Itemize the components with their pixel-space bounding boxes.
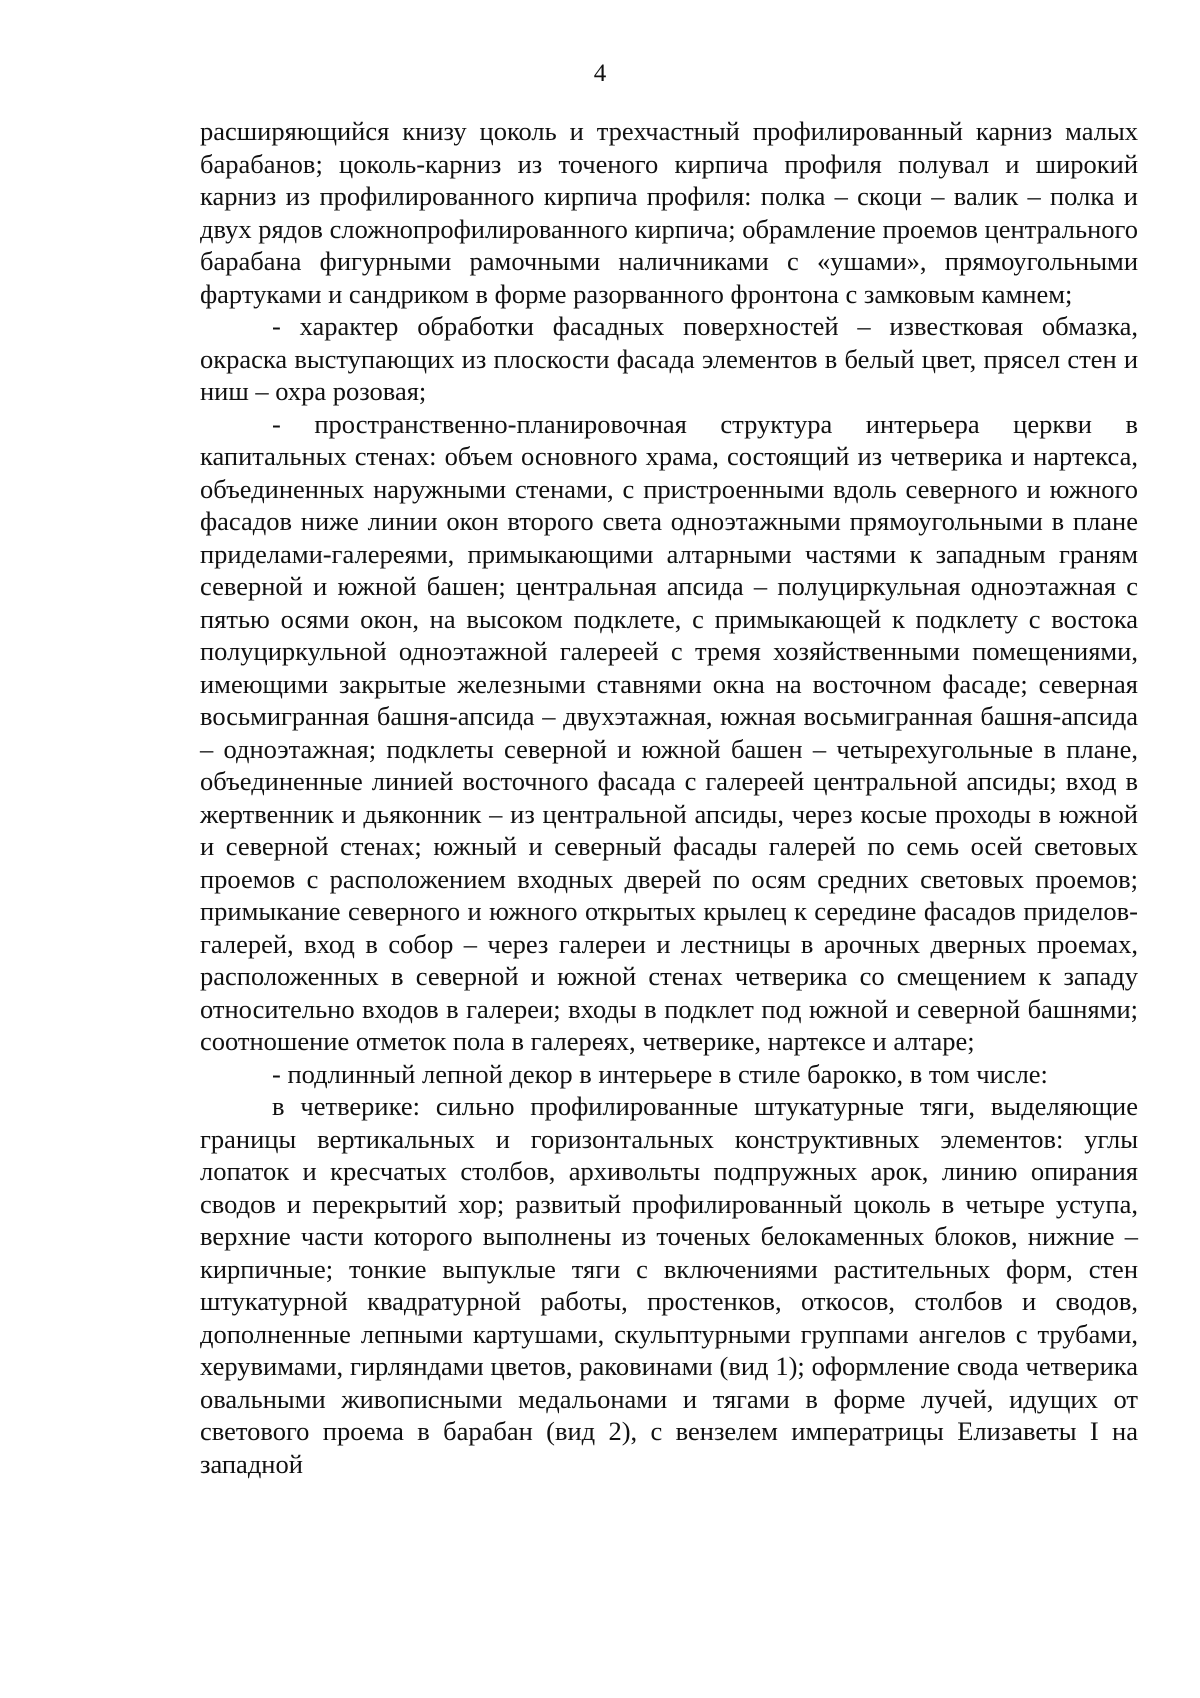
paragraph-stucco-decor-heading: - подлинный лепной декор в интерьере в стиле барокко, в том числе:: [272, 1058, 1048, 1089]
page-number: 4: [593, 60, 607, 87]
paragraph-chetverik-decor: в четверике: сильно профилированные штукатурные тяги, выделяющие границы вертикальных и горизонтальных конструктивных элементов: углы лопаток и кресчатых столбов, архивольты подпружных арок, линию опирания сводов и перекрытий хор; развитый профилированный цоколь в четыре уступа, верхние части которого выполнены из точеных белокаменных блоков, нижние – кирпичные; тонкие выпуклые тяги с включениями растительных форм, стен штукатурной квадратурной работы, простенков, откосов, столбов и сводов, дополненные лепными картушами, скульптурными группами ангелов с трубами, херувимами, гирляндами цветов, раковинами (вид 1); оформление свода четверика овальными живописными медальонами и тягами в форме лучей, идущих от светового проема в барабан (вид 2), с вензелем императрицы Елизаветы I на западной: [200, 1091, 1138, 1479]
paragraph-cornice-description: расширяющийся книзу цоколь и трехчастный профилированный карниз малых барабанов; цоколь-карниз из точеного кирпича профиля полувал и широкий карниз из профилированного кирпича профиля: полка – скоци – валик – полка и двух рядов сложнопрофилированного кирпича; обрамление проемов центрального барабана фигурными рамочными наличниками с «ушами», прямоугольными фартуками и сандриком в форме разорванного фронтона с замковым камнем;: [200, 116, 1138, 309]
body-text: [200, 115, 1138, 1480]
paragraph-facade-finish: - характер обработки фасадных поверхностей – известковая обмазка, окраска выступающих из плоскости фасада элементов в белый цвет, прясел стен и ниш – охра розовая;: [200, 311, 1138, 406]
paragraph-spatial-structure: - пространственно-планировочная структура интерьера церкви в капитальных стенах: объем основного храма, состоящий из четверика и нартекса, объединенных наружными стенами, с пристроенными вдоль северного и южного фасадов ниже линии окон второго света одноэтажными прямоугольными в плане приделами-галереями, примыкающими алтарными частями к западным граням северной и южной башен; центральная апсида – полуциркульная одноэтажная с пятью осями окон, на высоком подклете, с примыкающей к подклету с востока полуциркульной одноэтажной галереей с тремя хозяйственными помещениями, имеющими закрытые железными ставнями окна на восточном фасаде; северная восьмигранная башня-апсида – двухэтажная, южная восьмигранная башня-апсида – одноэтажная; подклеты северной и южной башен – четырехугольные в плане, объединенные линией восточного фасада с галереей центральной апсиды; вход в жертвенник и дьяконник – из центральной апсиды, через косые проходы в южной и северной стенах; южный и северный фасады галерей по семь осей световых проемов с расположением входных дверей по осям средних световых проемов; примыкание северного и южного открытых крылец к середине фасадов приделов-галерей, вход в собор – через галереи и лестницы в арочных дверных проемах, расположенных в северной и южной стенах четверика со смещением к западу относительно входов в галереи; входы в подклет под южной и северной башнями; соотношение отметок пола в галереях, четверике, нартексе и алтаре;: [200, 408, 1138, 1056]
